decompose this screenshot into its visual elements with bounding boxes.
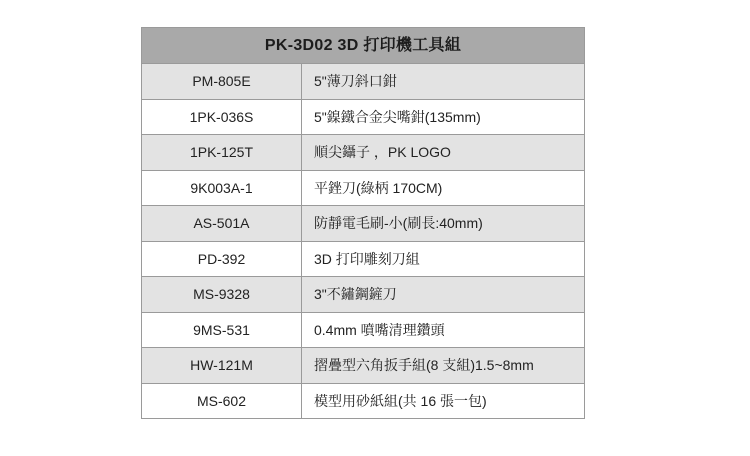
part-description-cell: 平銼刀(綠柄 170CM)	[302, 170, 585, 206]
part-description-cell: 防靜電毛刷-小(刷長:40mm)	[302, 206, 585, 242]
part-code-cell: PM-805E	[142, 64, 302, 100]
table-row	[142, 383, 585, 419]
part-description-cell: 摺疊型六角扳手組(8 支組)1.5~8mm	[302, 348, 585, 384]
part-description-cell: 0.4mm 噴嘴清理鑽頭	[302, 312, 585, 348]
part-code-cell: 9K003A-1	[142, 170, 302, 206]
part-code-cell: PD-392	[142, 241, 302, 277]
part-code-cell: 1PK-036S	[142, 99, 302, 135]
part-code-cell: MS-9328	[142, 277, 302, 313]
part-description-cell: 5"薄刀斜口鉗	[302, 64, 585, 100]
table-row	[142, 348, 585, 384]
table-row	[142, 64, 585, 100]
table-title: PK-3D02 3D 打印機工具組	[142, 28, 585, 64]
part-description-cell: 5"鎳鐵合金尖嘴鉗(135mm)	[302, 99, 585, 135]
table-body	[142, 64, 585, 419]
part-description-cell: 模型用砂紙組(共 16 張一包)	[302, 383, 585, 419]
part-code-cell: 9MS-531	[142, 312, 302, 348]
table-row	[142, 135, 585, 171]
table-row	[142, 312, 585, 348]
part-code-cell: MS-602	[142, 383, 302, 419]
table-row	[142, 241, 585, 277]
table-row	[142, 99, 585, 135]
part-description-cell: 3"不鏽鋼鏟刀	[302, 277, 585, 313]
table-row	[142, 206, 585, 242]
part-code-cell: HW-121M	[142, 348, 302, 384]
part-description-cell: 順尖鑷子 ，PK LOGO	[302, 135, 585, 171]
part-description-cell: 3D 打印雕刻刀組	[302, 241, 585, 277]
tool-kit-table	[141, 27, 585, 419]
part-code-cell: 1PK-125T	[142, 135, 302, 171]
part-code-cell: AS-501A	[142, 206, 302, 242]
table-header-row	[142, 28, 585, 64]
table-row	[142, 170, 585, 206]
table-row	[142, 277, 585, 313]
